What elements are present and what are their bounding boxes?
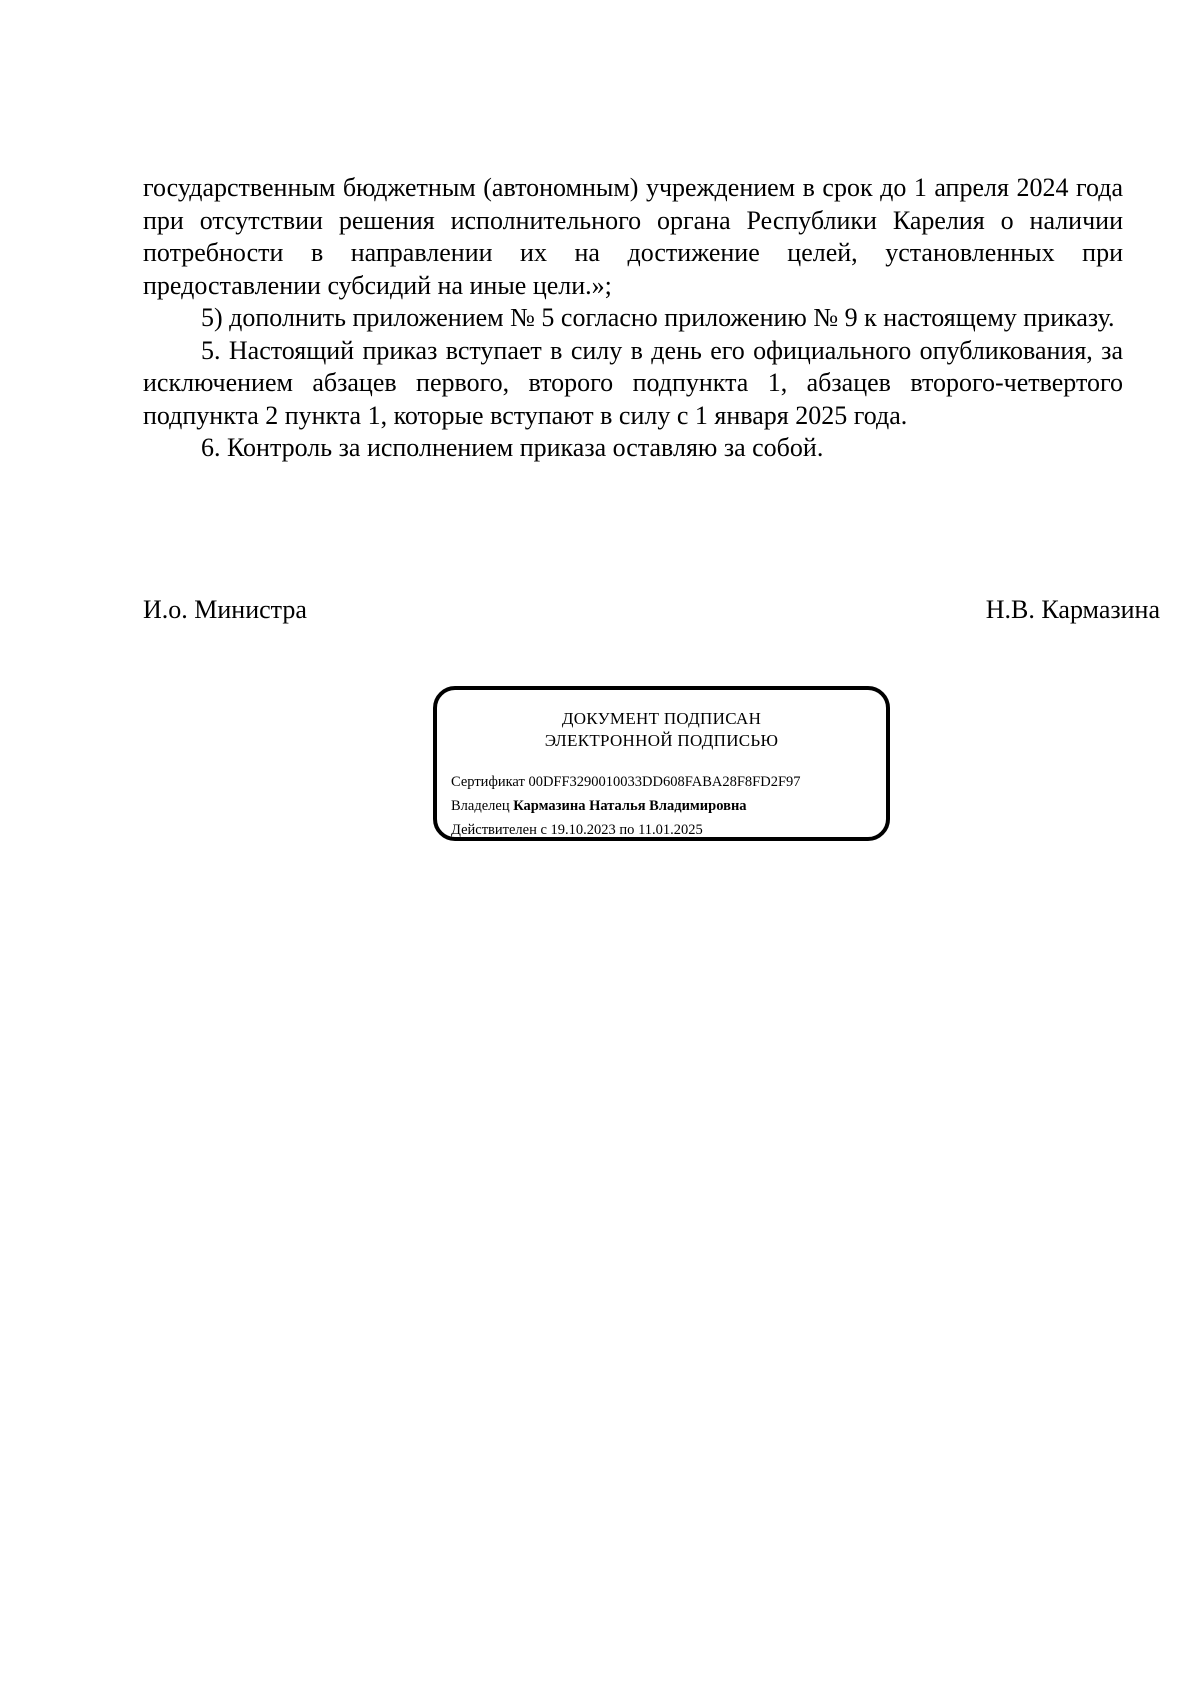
document-body xyxy=(143,172,1123,465)
signatory-name: Н.В. Кармазина xyxy=(985,595,1160,624)
signature-block xyxy=(143,594,1160,626)
paragraph-continuation: государственным бюджетным (автономным) учреждением в срок до 1 апреля 2024 года при отсутствии решения исполнительного органа Республики Карелия о наличии потребности в направлении их на достижение целей, установленных при предоставлении субсидий на иные цели.»; xyxy=(143,173,1123,300)
stamp-details xyxy=(451,770,801,842)
stamp-valid-from: 19.10.2023 xyxy=(550,822,616,838)
stamp-owner-value: Кармазина Наталья Владимировна xyxy=(513,798,747,814)
paragraph-item-6: 6. Контроль за исполнением приказа оставляю за собой. xyxy=(201,433,824,462)
stamp-certificate-row xyxy=(451,770,801,794)
stamp-valid-to-label: по xyxy=(619,822,635,838)
paragraph-item-5: 5. Настоящий приказ вступает в силу в день его официального опубликования, за исключением абзацев первого, второго подпункта 1, абзацев второго-четвертого подпункта 2 пункта 1, которые вступают в силу с 1 января 2025 года. xyxy=(143,335,1123,430)
stamp-owner-label: Владелец xyxy=(451,798,510,814)
stamp-valid-label: Действителен xyxy=(451,822,537,838)
stamp-owner-row xyxy=(451,794,801,818)
stamp-valid-from-label: с xyxy=(540,822,547,838)
stamp-title-line-2: ЭЛЕКТРОННОЙ ПОДПИСЬЮ xyxy=(544,731,779,750)
stamp-title-line-1: ДОКУМЕНТ ПОДПИСАН xyxy=(561,709,762,728)
paragraph-subitem-5: 5) дополнить приложением № 5 согласно приложению № 9 к настоящему приказу. xyxy=(201,303,1115,332)
signatory-position: И.о. Министра xyxy=(143,595,307,624)
stamp-title xyxy=(437,708,886,752)
stamp-valid-to: 11.01.2025 xyxy=(638,822,703,838)
electronic-signature-stamp xyxy=(433,686,890,841)
stamp-certificate-label: Сертификат xyxy=(451,774,525,790)
stamp-certificate-value: 00DFF3290010033DD608FABA28F8FD2F97 xyxy=(528,774,801,790)
stamp-validity-row xyxy=(451,818,801,842)
